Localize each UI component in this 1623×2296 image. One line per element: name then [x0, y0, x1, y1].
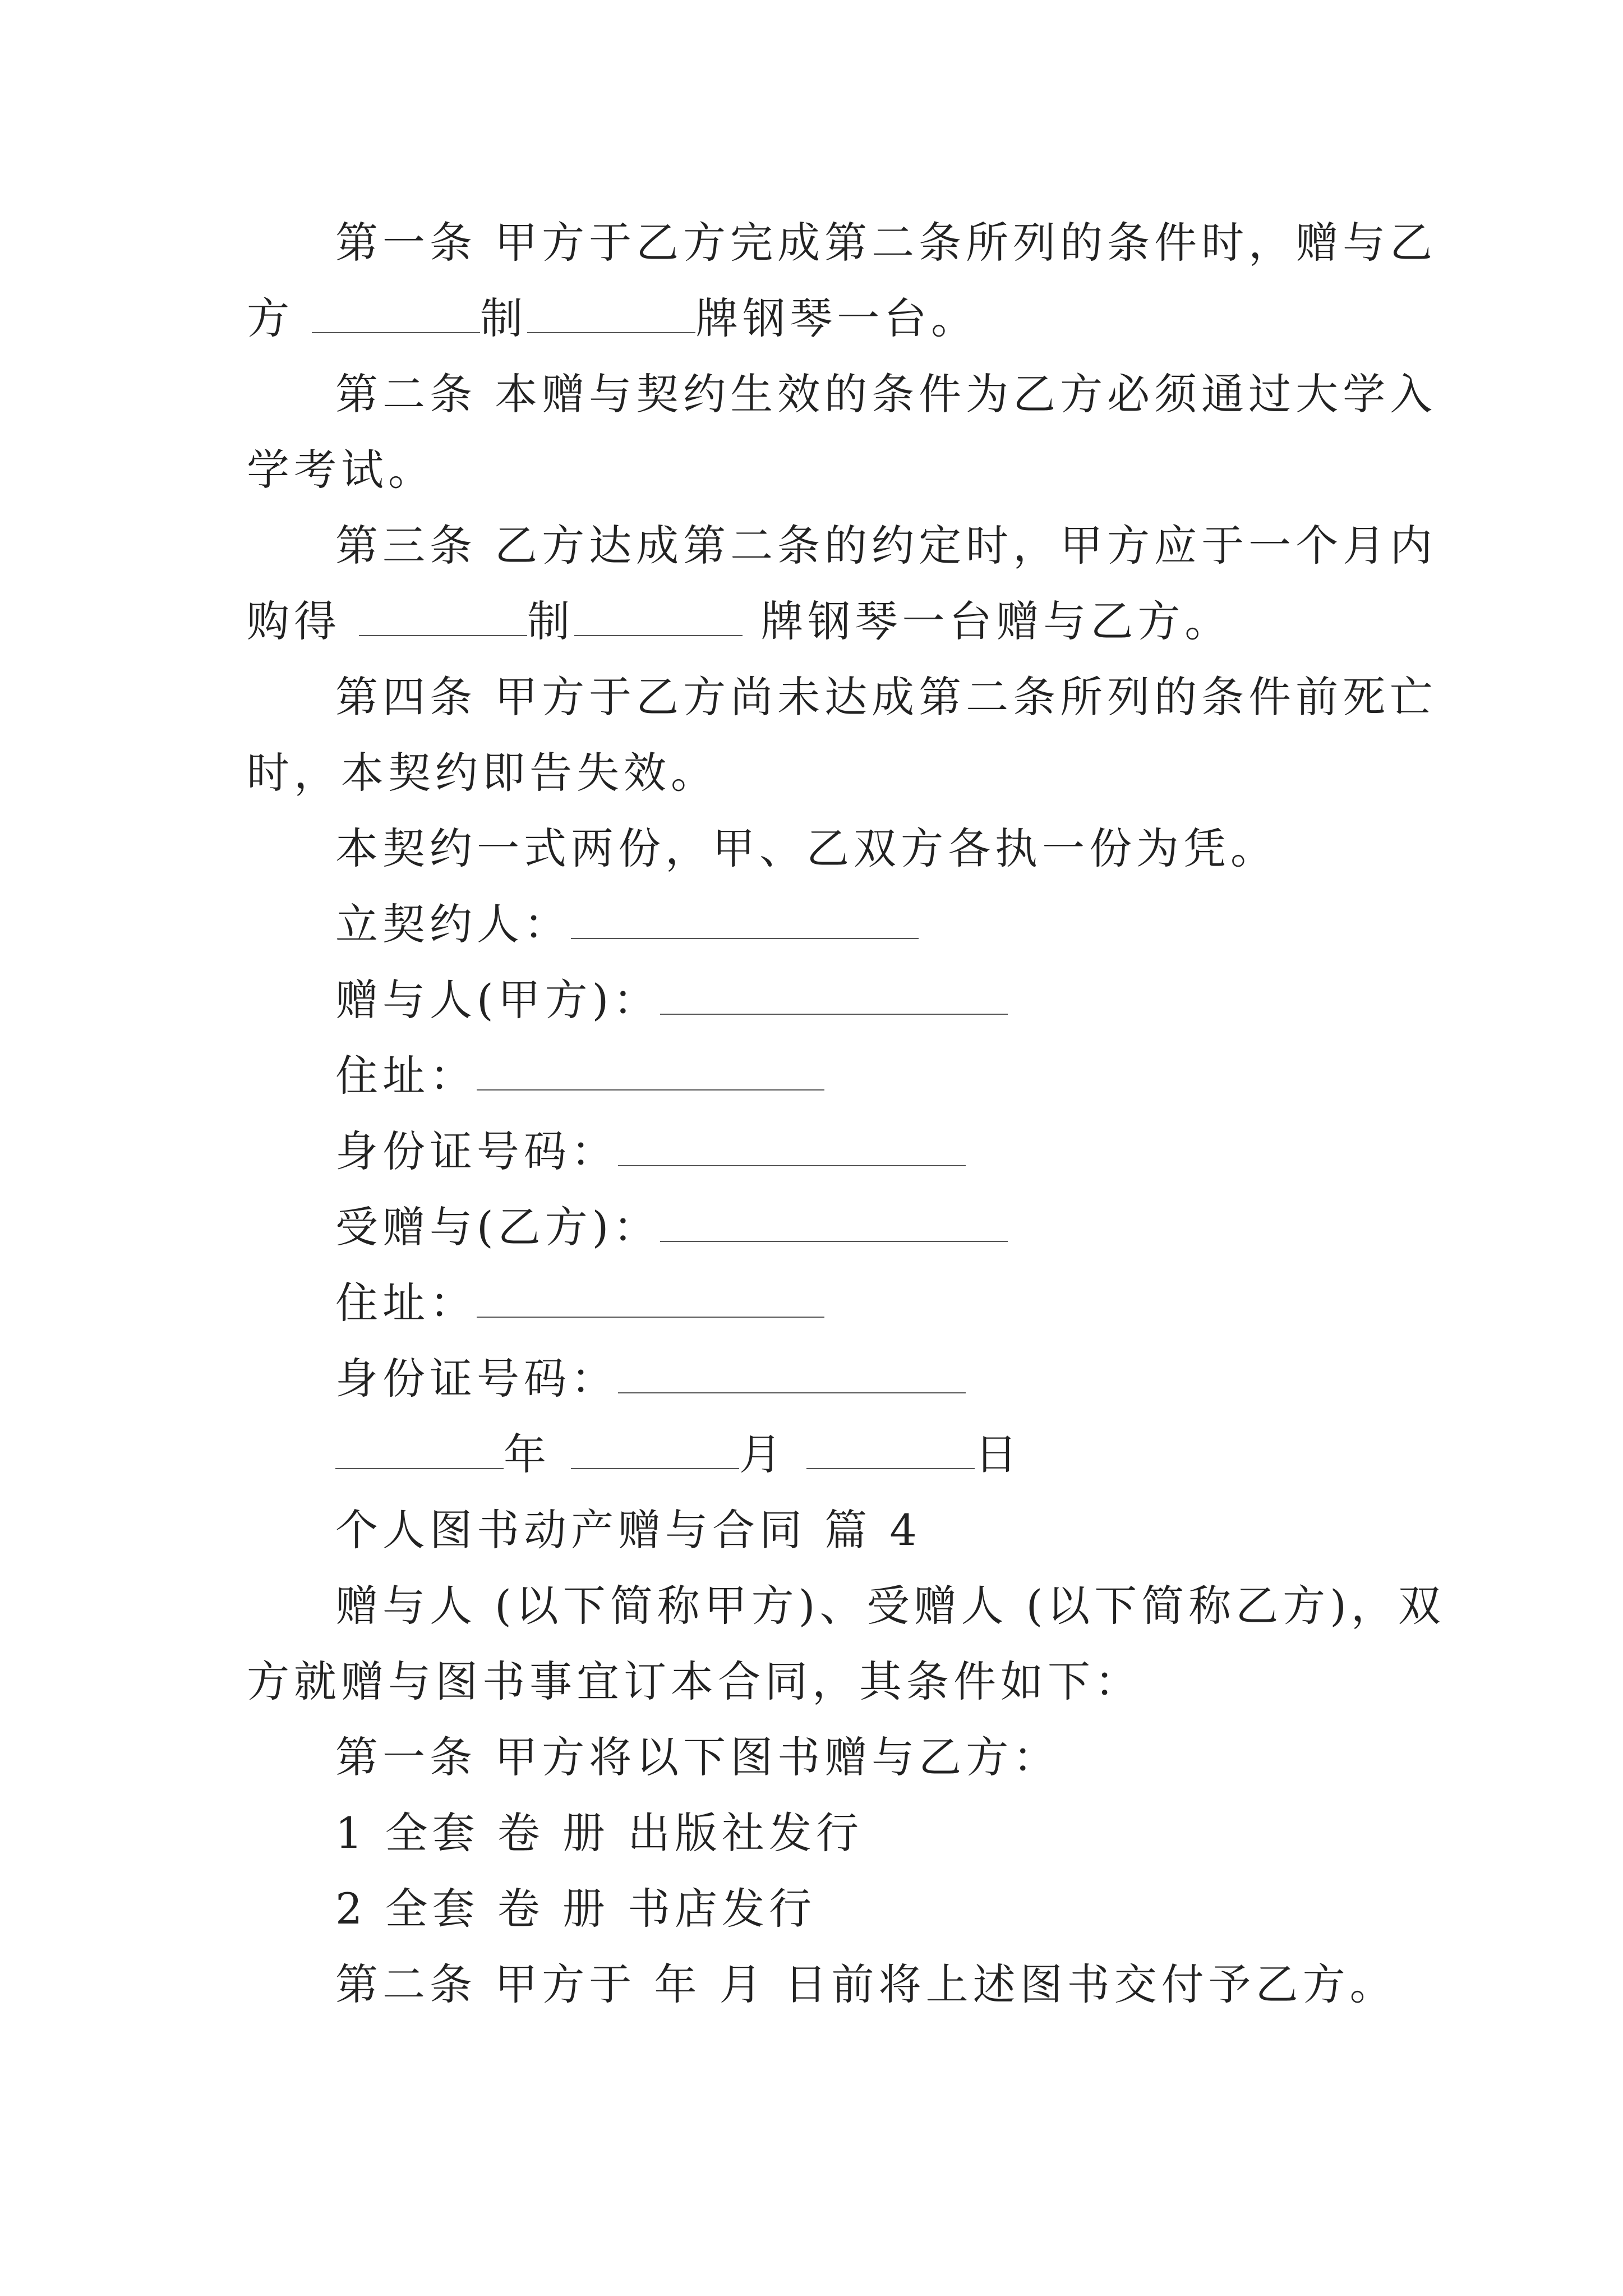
book-contract-intro-line-1: 赠与人 (以下简称甲方)、受赠人 (以下简称乙方)，双 [335, 1581, 1445, 1631]
blank-line [571, 1433, 739, 1469]
article-3-line-1: 第三条 乙方达成第二条的约定时，甲方应于一个月内 [335, 521, 1437, 570]
field-label: 身份证号码： [335, 1354, 618, 1404]
year-label: 年 [504, 1429, 551, 1479]
article-2-line-2: 学考试。 [247, 445, 435, 495]
blank-line [574, 600, 743, 636]
donor-address-field [335, 1051, 1485, 1101]
blank-line [618, 1130, 966, 1166]
field-label: 身份证号码： [335, 1126, 618, 1176]
blank-line [660, 979, 1008, 1015]
book-contract-article-2: 第二条 甲方于 年 月 日前将上述图书交付予乙方。 [335, 1959, 1397, 2009]
blank-line [571, 903, 919, 939]
book-contract-intro-line-2: 方就赠与图书事宜订本合同，其条件如下： [247, 1657, 1142, 1706]
donee-address-field [335, 1278, 1485, 1328]
book-item-2: 2 全套 卷 册 书店发行 [335, 1884, 816, 1934]
article-4-line-2: 时，本契约即告失效。 [247, 748, 718, 798]
book-item-1: 1 全套 卷 册 出版社发行 [335, 1808, 863, 1858]
field-label: 赠与人(甲方)： [335, 975, 661, 1025]
section-title: 个人图书动产赠与合同 篇 4 [335, 1505, 921, 1555]
month-label: 月 [739, 1429, 786, 1479]
text-fragment: 购得 [247, 596, 359, 646]
blank-line [477, 1055, 824, 1091]
blank-line [527, 297, 695, 333]
blank-line [359, 600, 527, 636]
text-fragment: 牌钢琴一台赠与乙方。 [743, 596, 1232, 646]
blank-line [660, 1206, 1008, 1242]
contractor-field [335, 899, 1485, 949]
text-fragment: 制 [480, 293, 528, 343]
donee-id-field [335, 1354, 1485, 1404]
blank-line [806, 1433, 975, 1469]
text-fragment: 方 [247, 293, 312, 343]
field-label: 住址： [335, 1051, 477, 1101]
blank-line [618, 1358, 966, 1393]
article-3-line-2 [247, 596, 1396, 646]
blank-line [335, 1433, 504, 1469]
article-4-line-1: 第四条 甲方于乙方尚未达成第二条所列的条件前死亡 [335, 672, 1437, 722]
donor-field [335, 975, 1485, 1025]
text-fragment: 制 [527, 596, 575, 646]
field-label: 住址： [335, 1278, 477, 1328]
copies-note: 本契约一式两份，甲、乙双方各执一份为凭。 [335, 823, 1278, 873]
article-2-line-1: 第二条 本赠与契约生效的条件为乙方必须通过大学入 [335, 369, 1437, 419]
blank-line [477, 1282, 824, 1318]
date-field [335, 1429, 1485, 1479]
book-contract-article-1: 第一条 甲方将以下图书赠与乙方： [335, 1732, 1061, 1782]
field-label: 立契约人： [335, 899, 571, 949]
day-label: 日 [975, 1429, 1022, 1479]
article-1-line-2 [247, 293, 1396, 343]
text-fragment: 牌钢琴一台。 [695, 293, 979, 343]
donee-field [335, 1202, 1485, 1252]
field-label: 受赠与(乙方)： [335, 1202, 661, 1252]
blank-line [312, 297, 480, 333]
article-1-line-1: 第一条 甲方于乙方完成第二条所列的条件时，赠与乙 [335, 218, 1437, 268]
donor-id-field [335, 1126, 1485, 1176]
